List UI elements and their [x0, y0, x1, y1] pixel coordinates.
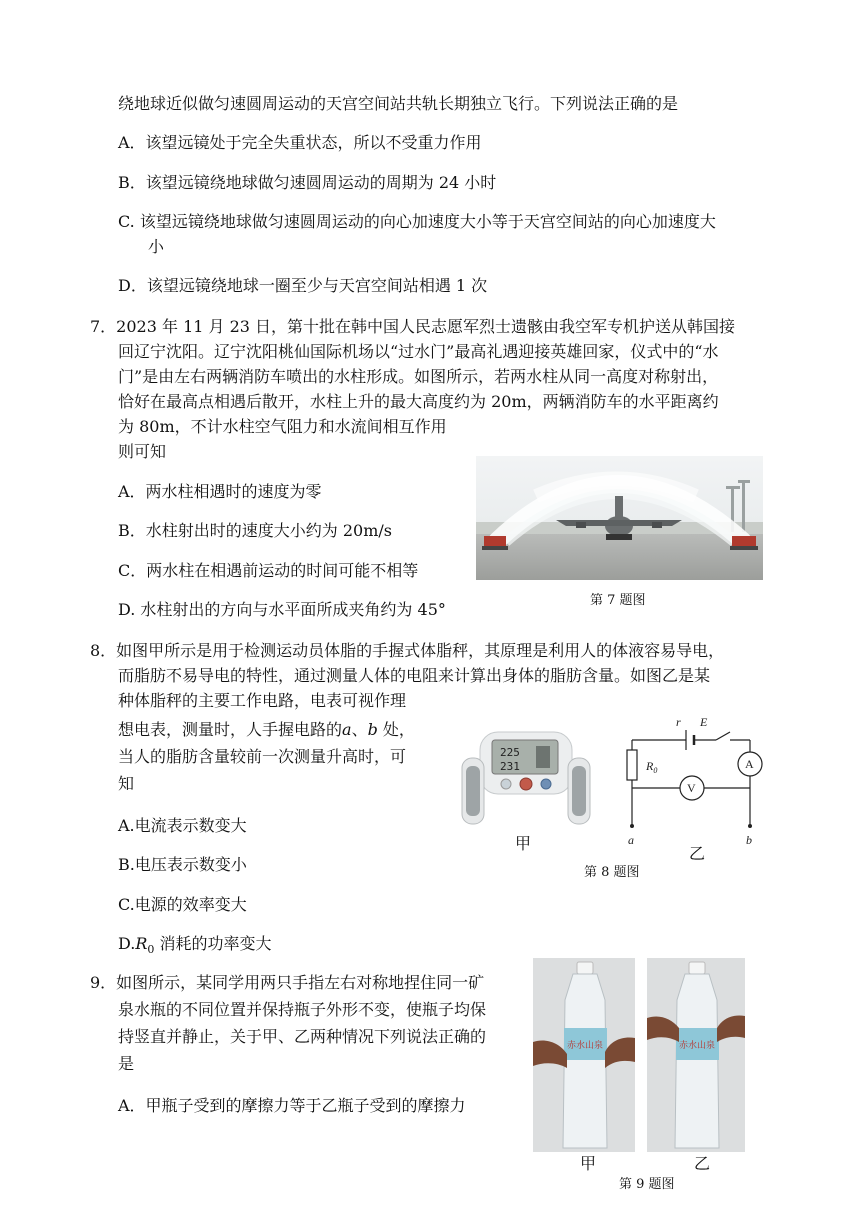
q7-stem-line6: 则可知	[118, 442, 167, 461]
q6-option-c-line2: 小	[148, 237, 165, 256]
bottle-photo-jia	[533, 958, 635, 1152]
scale-reading-1: 225	[500, 746, 520, 759]
water-salute-photo	[476, 456, 763, 580]
resistor-symbol: R	[135, 934, 148, 953]
q7-stem-line4: 恰好在最高点相遇后散开，水柱上升的最大高度约为 20m，两辆消防车的水平距离约	[118, 392, 719, 411]
q8-option-b: B.电压表示数变小	[118, 855, 247, 874]
ammeter-label: A	[745, 757, 754, 771]
q9-stem-line3: 持竖直并静止，关于甲、乙两种情况下列说法正确的	[118, 1027, 487, 1046]
bottle-brand-yi: 赤水山泉	[679, 1041, 716, 1051]
q7-option-c: C．两水柱在相遇前运动的时间可能不相等	[118, 561, 419, 580]
q7-stem-line1: 7．2023 年 11 月 23 日，第十批在韩中国人民志愿军烈士遗骸由我空军专机护送从韩国接	[90, 317, 736, 336]
circuit-diagram	[618, 710, 768, 856]
body-fat-scale-photo	[456, 724, 596, 830]
q7-stem-line2: 回辽宁沈阳。辽宁沈阳桃仙国际机场以“过水门”最高礼遇迎接英雄回家，仪式中的“水	[118, 342, 719, 361]
circuit-label-R: R	[646, 759, 654, 773]
q9-option-a: A．甲瓶子受到的摩擦力等于乙瓶子受到的摩擦力	[118, 1096, 466, 1115]
q8-stem-line6: 知	[118, 774, 135, 793]
bottle-brand-jia: 赤水山泉	[567, 1041, 604, 1051]
q8-stem-line4	[118, 719, 415, 741]
q8-stem-line3: 种体脂秤的主要工作电路，电表可视作理	[118, 691, 407, 710]
q9-stem-line1: 9．如图所示，某同学用两只手指左右对称地捏住同一矿	[90, 973, 485, 992]
q6-option-c-line1: C. 该望远镜绕地球做匀速圆周运动的向心加速度大小等于天宫空间站的向心加速度大	[118, 212, 716, 231]
q8-option-c: C.电源的效率变大	[118, 895, 247, 914]
terminal-b-label: b	[746, 833, 752, 847]
q6-option-b: B．该望远镜绕地球做匀速圆周运动的周期为 24 小时	[118, 173, 497, 192]
q8-stem-line1: 8．如图甲所示是用于检测运动员体脂的手握式体脂秤，其原理是利用人的体液容易导电，	[90, 641, 725, 660]
q7-option-b: B．水柱射出时的速度大小约为 20m/s	[118, 521, 392, 540]
q8-stem-line4-text: 想电表，测量时，人手握电路的	[118, 720, 343, 739]
q8-stem-line2: 而脂肪不易导电的特性，通过测量人体的电阻来计算出身体的脂肪含量。如图乙是某	[118, 666, 711, 685]
separator: 、	[351, 720, 368, 739]
figure-9-label-jia: 甲	[580, 1154, 597, 1173]
figure-9-caption: 第 9 题图	[619, 1177, 675, 1192]
circuit-label-r: r	[676, 715, 681, 729]
circuit-label-R-sub: 0	[653, 766, 658, 775]
q7-stem-line3: 门”是由左右两辆消防车喷出的水柱形成。如图所示，若两水柱从同一高度对称射出，	[118, 367, 719, 386]
q7-option-d: D. 水柱射出的方向与水平面所成夹角约为 45°	[118, 600, 446, 619]
q7-stem-line5: 为 80m，不计水柱空气阻力和水流间相互作用	[118, 417, 447, 436]
q6-option-a: A．该望远镜处于完全失重状态，所以不受重力作用	[118, 133, 482, 152]
terminal-a-label: a	[628, 833, 634, 847]
q6-intro-tail: 绕地球近似做匀速圆周运动的天宫空间站共轨长期独立飞行。下列说法正确的是	[118, 94, 679, 113]
q8-stem-line5: 当人的脂肪含量较前一次测量升高时，可	[118, 747, 407, 766]
resistor-subscript: 0	[147, 943, 155, 957]
q9-stem-line4: 是	[118, 1054, 135, 1073]
q6-option-d: D．该望远镜绕地球一圈至少与天宫空间站相遇 1 次	[118, 276, 488, 295]
figure-7-caption: 第 7 题图	[590, 593, 646, 608]
circuit-label-R0	[645, 759, 657, 775]
bottle-photo-yi	[647, 958, 745, 1152]
q8-option-a: A.电流表示数变大	[118, 816, 247, 835]
point-a-label: a	[342, 720, 352, 739]
q8-stem-line4-end: 处，	[377, 720, 415, 739]
figure-9-label-yi: 乙	[694, 1154, 711, 1173]
voltmeter-label: V	[687, 781, 696, 795]
q9-stem-line2: 泉水瓶的不同位置并保持瓶子外形不变，使瓶子均保	[118, 1000, 487, 1019]
figure-8-label-yi: 乙	[689, 844, 706, 863]
circuit-label-E: E	[700, 715, 708, 729]
figure-8-caption: 第 8 题图	[584, 865, 640, 880]
point-b-label: b	[367, 720, 378, 739]
q8-option-d-text: 消耗的功率变大	[154, 934, 272, 953]
q7-option-a: A．两水柱相遇时的速度为零	[118, 482, 322, 501]
q8-option-d: $D.R_0$ 消耗的功率变大	[118, 934, 272, 957]
figure-8-label-jia: 甲	[515, 834, 532, 853]
scale-reading-2: 231	[500, 760, 520, 773]
